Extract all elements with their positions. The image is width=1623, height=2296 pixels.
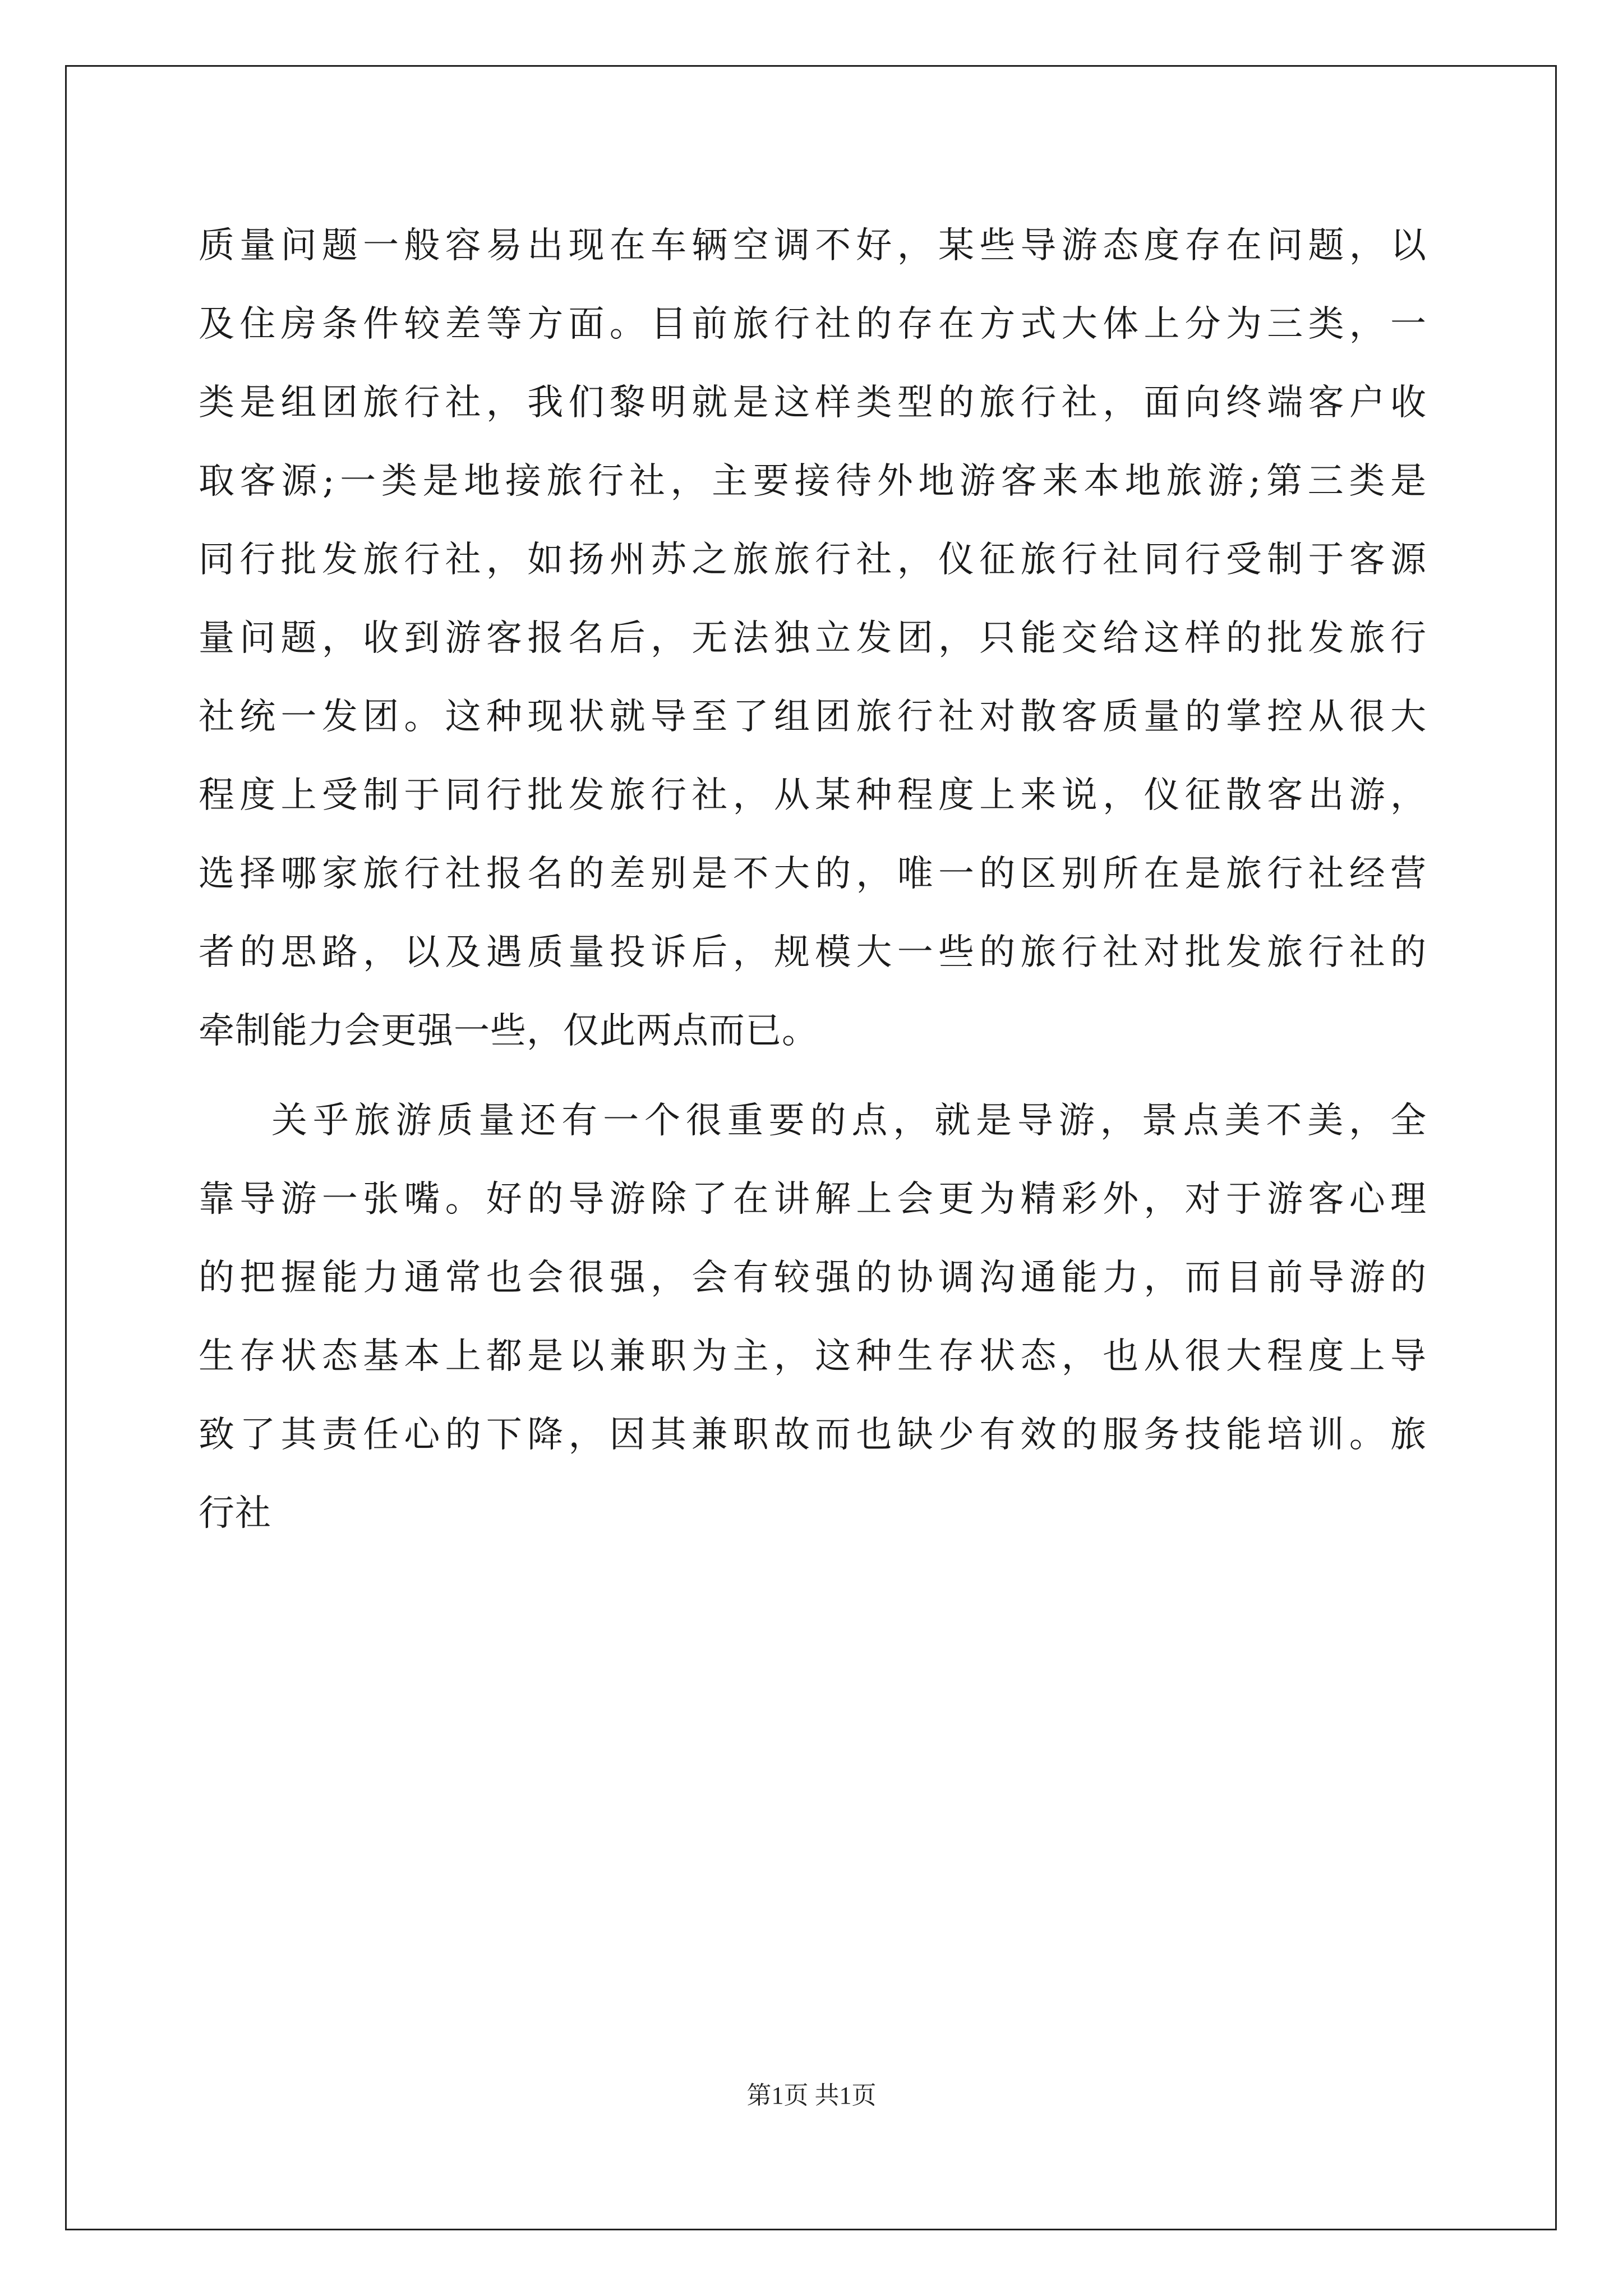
text-line: 牵制能力会更强一些，仅此两点而已。 [199,1010,818,1052]
text-line: 致了其责任心的下降，因其兼职故而也缺少有效的服务技能培训。旅 [199,1414,1427,1456]
text-line: 量问题，收到游客报名后，无法独立发团，只能交给这样的批发旅行 [199,618,1427,659]
text-line: 取客源;一类是地接旅行社，主要接待外地游客来本地旅游;第三类是 [199,461,1427,502]
text-line: 靠导游一张嘴。好的导游除了在讲解上会更为精彩外，对于游客心理 [199,1179,1427,1220]
page-number: 第1页 共1页 [746,2082,877,2109]
text-line: 行社 [199,1493,271,1534]
text-line: 生存状态基本上都是以兼职为主，这种生存状态，也从很大程度上导 [199,1336,1427,1377]
text-line: 程度上受制于同行批发旅行社，从某种程度上来说，仪征散客出游， [199,775,1427,816]
text-line: 同行批发旅行社，如扬州苏之旅旅行社，仪征旅行社同行受制于客源 [199,539,1427,581]
text-line: 类是组团旅行社，我们黎明就是这样类型的旅行社，面向终端客户收 [199,382,1427,424]
text-line: 者的思路，以及遇质量投诉后，规模大一些的旅行社对批发旅行社的 [199,932,1427,973]
text-line-indented: 关乎旅游质量还有一个很重要的点，就是导游，景点美不美，全 [271,1100,1427,1142]
text-line: 质量问题一般容易出现在车辆空调不好，某些导游态度存在问题，以 [199,225,1427,266]
text-line: 的把握能力通常也会很强，会有较强的协调沟通能力，而目前导游的 [199,1257,1427,1299]
text-line: 社统一发团。这种现状就导至了组团旅行社对散客质量的掌控从很大 [199,696,1427,738]
text-line: 选择哪家旅行社报名的差别是不大的，唯一的区别所在是旅行社经营 [199,853,1427,895]
text-line: 及住房条件较差等方面。目前旅行社的存在方式大体上分为三类，一 [199,303,1427,345]
